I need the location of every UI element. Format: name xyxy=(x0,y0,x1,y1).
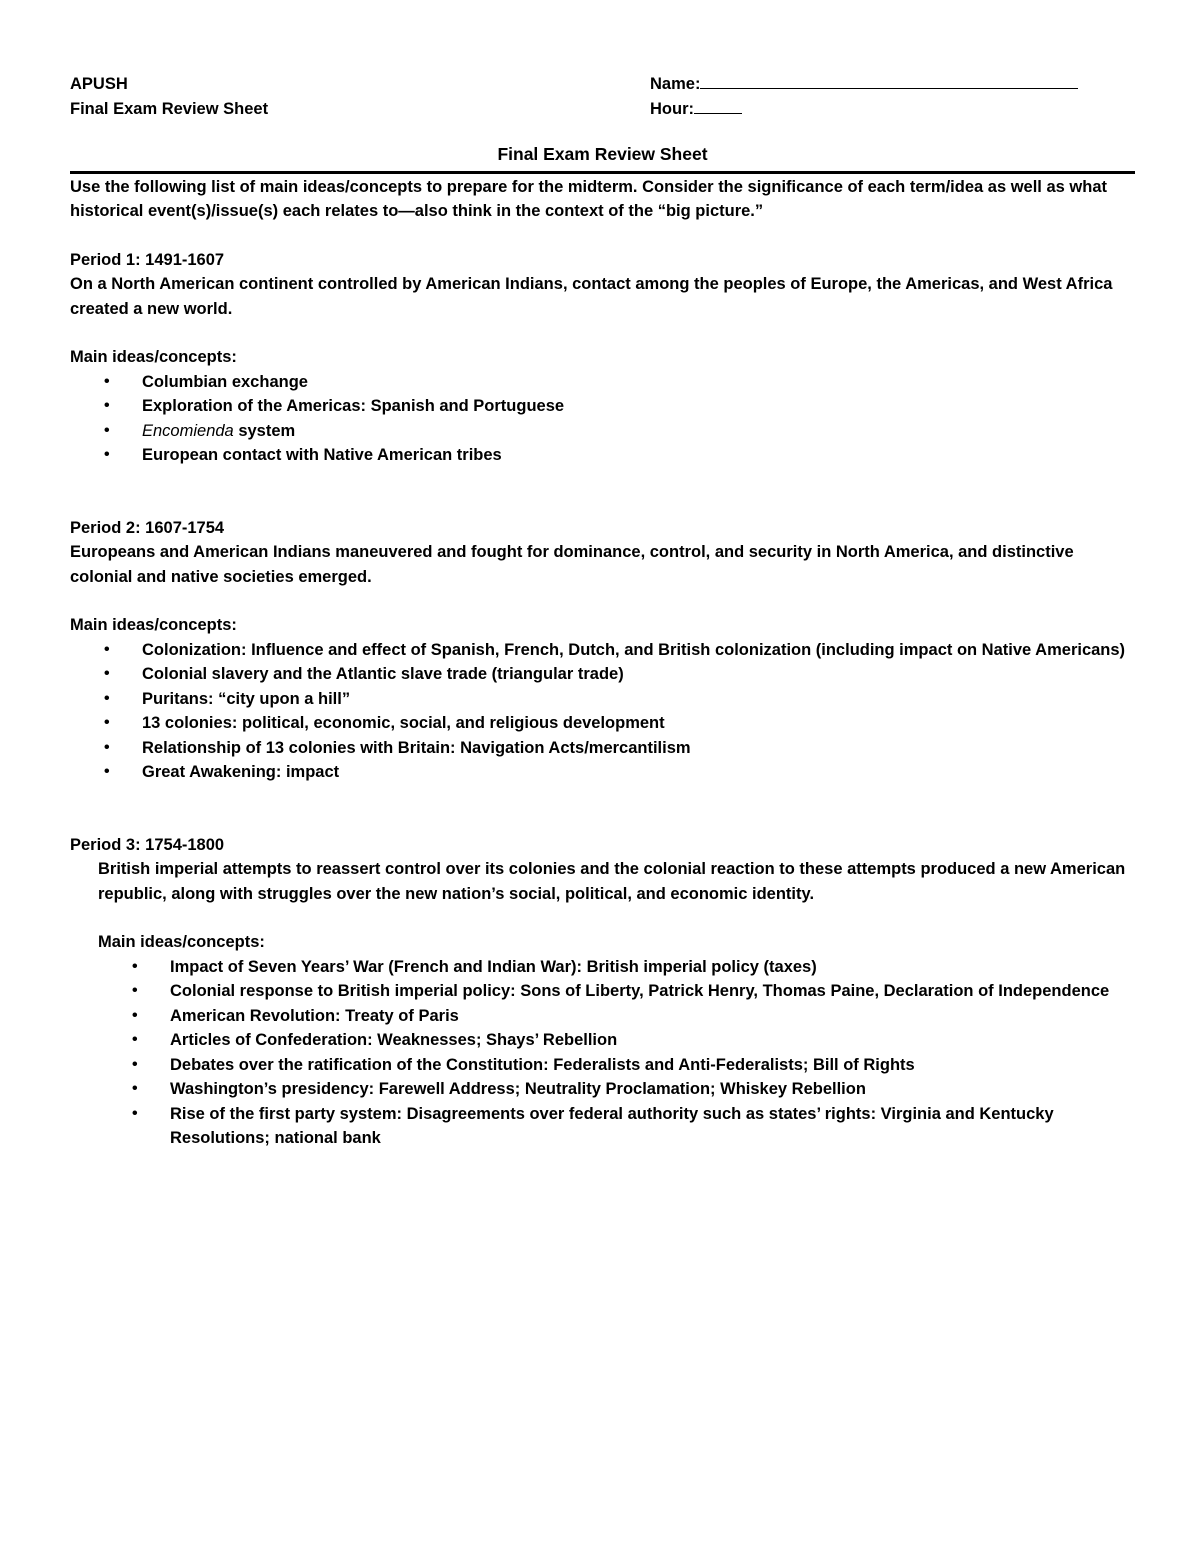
bullet-icon: • xyxy=(104,640,110,658)
header xyxy=(70,72,1135,124)
sheet-subtitle: Final Exam Review Sheet xyxy=(70,99,269,118)
list-item xyxy=(70,711,1135,736)
list-item xyxy=(98,979,1135,1004)
bullet-icon: • xyxy=(104,397,110,414)
spacer xyxy=(70,321,1135,345)
title-divider xyxy=(70,171,1135,174)
list-item xyxy=(98,1077,1135,1102)
bullet-icon: • xyxy=(132,982,138,999)
list-item xyxy=(70,443,1135,468)
page-title: Final Exam Review Sheet xyxy=(497,144,708,164)
concept-text: American Revolution: Treaty of Paris xyxy=(170,1006,459,1025)
list-item xyxy=(98,1053,1135,1078)
bullet-icon: • xyxy=(104,446,110,463)
bullet-icon: • xyxy=(132,1104,138,1122)
list-item xyxy=(98,1028,1135,1053)
hour-row xyxy=(650,97,1078,122)
concept-text: Washington’s presidency: Farewell Address; Neutrality Proclamation; Whiskey Rebellion xyxy=(170,1080,866,1098)
bullet-icon: • xyxy=(104,763,110,780)
concept-italic-term: Encomienda xyxy=(142,421,234,440)
spacer xyxy=(70,589,1135,613)
hour-blank-field[interactable] xyxy=(694,97,742,114)
bullet-icon: • xyxy=(104,738,110,756)
bullet-icon: • xyxy=(132,1031,138,1048)
bullet-icon: • xyxy=(132,1080,138,1097)
bullet-icon: • xyxy=(104,372,110,390)
period-3-description: British imperial attempts to reassert control over its colonies and the colonial reaction to these attempts produced a new American republic, along with struggles over the new nation’s social, political, and economic identity. xyxy=(98,860,1126,903)
review-sheet-page xyxy=(70,72,1135,1151)
concept-text: European contact with Native American tribes xyxy=(142,446,502,464)
concept-text: Great Awakening: impact xyxy=(142,763,340,781)
list-item xyxy=(70,687,1135,712)
concept-text: Columbian exchange xyxy=(142,372,308,391)
period-3-heading: Period 3: 1754-1800 xyxy=(70,835,225,854)
concept-text: Articles of Confederation: Weaknesses; Shays’ Rebellion xyxy=(170,1031,618,1049)
hour-label: Hour: xyxy=(650,99,694,118)
period-1-concept-list xyxy=(70,370,1135,468)
period-3-concept-list xyxy=(98,955,1135,1151)
period-3-concepts-label: Main ideas/concepts: xyxy=(98,933,265,951)
name-blank-field[interactable] xyxy=(700,72,1078,89)
concept-text: Rise of the first party system: Disagreements over federal authority such as states’ rights: Virginia and Kentucky Resolutions; national bank xyxy=(170,1104,1054,1147)
period-1-section xyxy=(70,248,1135,468)
concept-text: Relationship of 13 colonies with Britain: Navigation Acts/mercantilism xyxy=(142,738,691,757)
period-3-section xyxy=(70,833,1135,1151)
list-item xyxy=(70,394,1135,419)
spacer xyxy=(98,906,1135,930)
concept-text: Impact of Seven Years’ War (French and Indian War): British imperial policy (taxes) xyxy=(170,957,817,976)
name-label: Name: xyxy=(650,75,701,93)
period-1-heading: Period 1: 1491-1607 xyxy=(70,250,225,269)
spacer xyxy=(70,785,1135,833)
bullet-icon: • xyxy=(104,714,110,731)
list-item xyxy=(70,662,1135,687)
bullet-icon: • xyxy=(132,957,138,975)
concept-text: Puritans: “city upon a hill” xyxy=(142,689,351,708)
spacer xyxy=(70,224,1135,248)
concept-text: Colonization: Influence and effect of Spanish, French, Dutch, and British colonization (including impact on Native Americans) xyxy=(142,640,1126,659)
bullet-icon: • xyxy=(104,421,110,439)
page-title-block xyxy=(70,142,1135,167)
period-3-body xyxy=(70,857,1135,1151)
header-right xyxy=(650,72,1078,121)
spacer xyxy=(70,468,1135,516)
list-item xyxy=(98,955,1135,980)
list-item xyxy=(98,1102,1135,1151)
bullet-icon: • xyxy=(104,689,110,707)
period-2-section xyxy=(70,516,1135,785)
list-item xyxy=(98,1004,1135,1029)
list-item xyxy=(70,638,1135,663)
list-item xyxy=(70,419,1135,444)
concept-text: Colonial response to British imperial policy: Sons of Liberty, Patrick Henry, Thomas Paine, Declaration of Independence xyxy=(170,982,1110,1000)
period-2-heading: Period 2: 1607-1754 xyxy=(70,518,225,537)
header-left xyxy=(70,72,268,121)
intro-text: Use the following list of main ideas/concepts to prepare for the midterm. Consider the significance of each term/idea as well as what historical event(s)/issue(s) each relates to—also think in the context of the “big picture.” xyxy=(70,177,1107,220)
concept-text: Debates over the ratification of the Constitution: Federalists and Anti-Federalists; Bill of Rights xyxy=(170,1055,915,1074)
course-name: APUSH xyxy=(70,75,128,93)
period-2-concept-list xyxy=(70,638,1135,785)
concept-text: 13 colonies: political, economic, social, and religious development xyxy=(142,714,665,732)
name-row xyxy=(650,72,1078,97)
concept-text: system xyxy=(238,421,296,440)
bullet-icon: • xyxy=(132,1055,138,1073)
concept-text: Exploration of the Americas: Spanish and Portuguese xyxy=(142,397,565,415)
bullet-icon: • xyxy=(132,1006,138,1024)
list-item xyxy=(70,370,1135,395)
period-1-concepts-label: Main ideas/concepts: xyxy=(70,348,237,366)
list-item xyxy=(70,760,1135,785)
period-2-description: Europeans and American Indians maneuvered and fought for dominance, control, and security in North America, and distinctive colonial and native societies emerged. xyxy=(70,543,1074,586)
bullet-icon: • xyxy=(104,665,110,682)
period-2-concepts-label: Main ideas/concepts: xyxy=(70,616,237,634)
list-item xyxy=(70,736,1135,761)
concept-text: Colonial slavery and the Atlantic slave trade (triangular trade) xyxy=(142,665,624,683)
period-1-description: On a North American continent controlled by American Indians, contact among the peoples of Europe, the Americas, and West Africa created a new world. xyxy=(70,275,1113,318)
